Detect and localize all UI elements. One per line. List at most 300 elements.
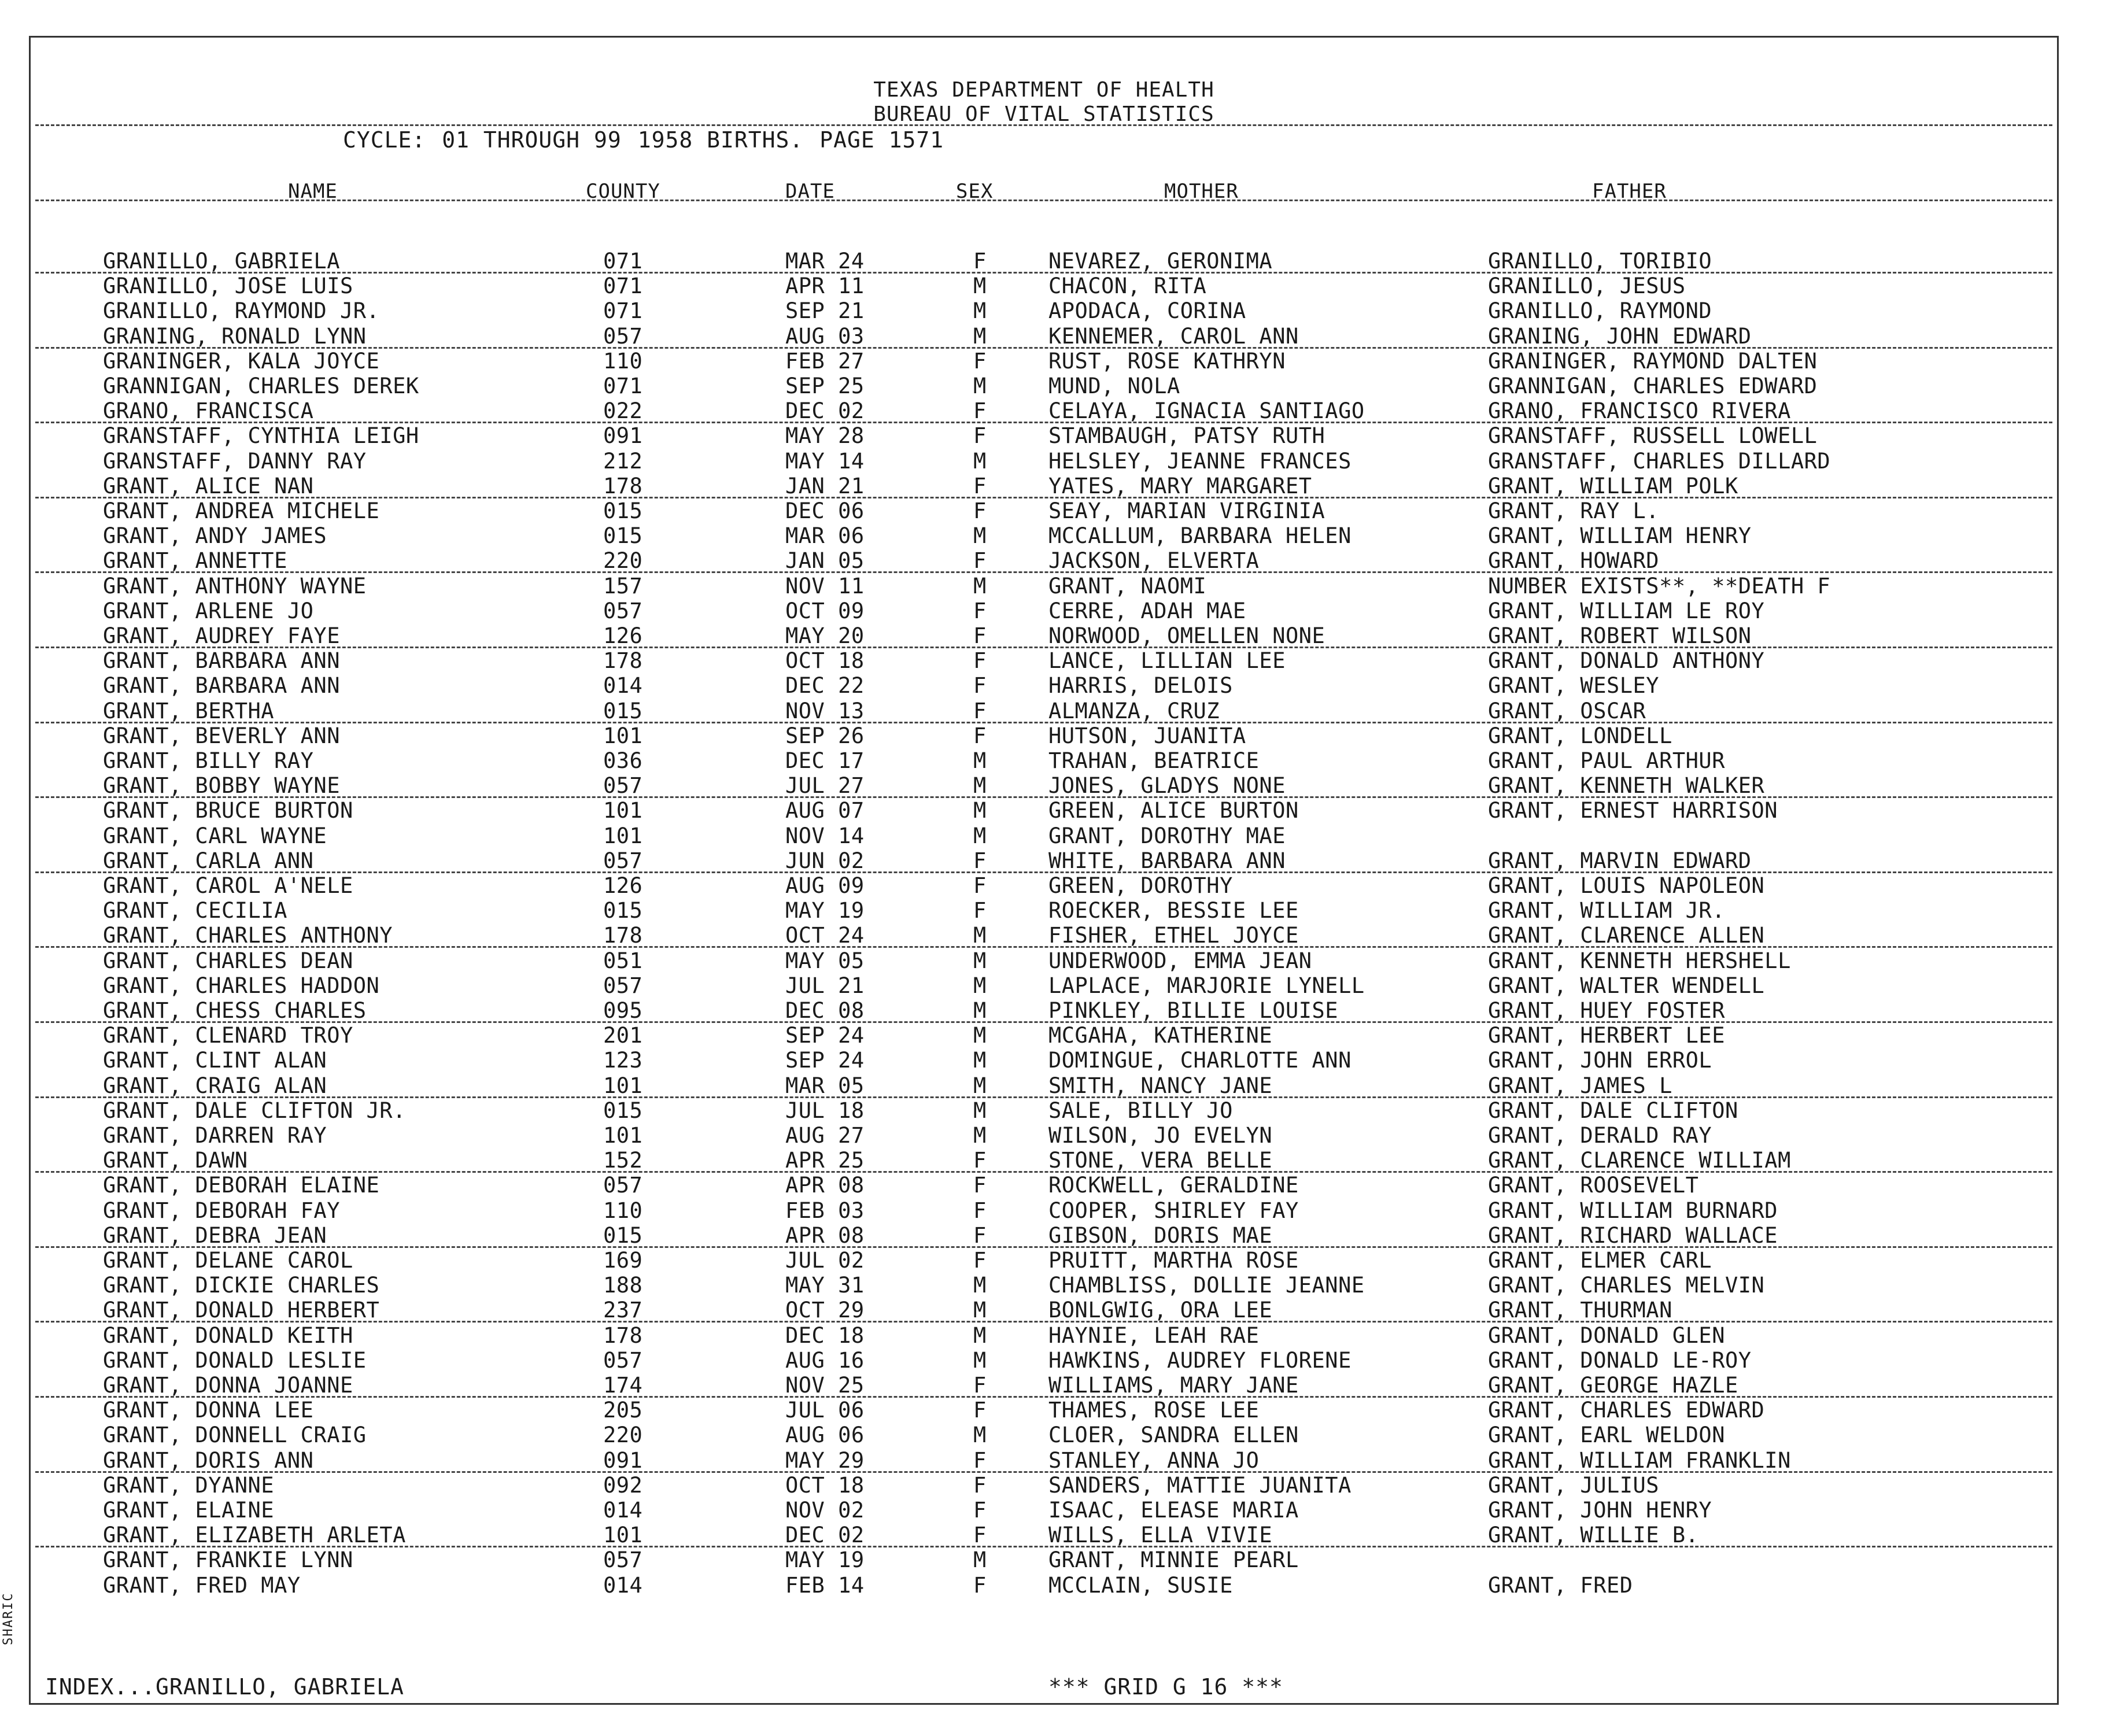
cell-sex: M [973,523,987,549]
cell-sex: M [973,1123,987,1148]
cell-mother: SMITH, NANCY JANE [1048,1073,1273,1098]
cell-date: OCT 29 [785,1298,865,1323]
table-row [31,523,2057,548]
cell-name: GRANT, DONALD HERBERT [103,1298,380,1323]
cell-county: 152 [603,1148,643,1173]
cell-date: OCT 18 [785,1472,865,1498]
table-row [31,349,2057,374]
cell-sex: M [973,773,987,799]
cell-sex: F [973,1472,987,1498]
cell-date: DEC 02 [785,398,865,424]
cell-name: GRANT, FRED MAY [103,1572,301,1598]
cell-father: GRANT, KENNETH WALKER [1488,773,1765,799]
table-row [31,948,2057,973]
table-row [31,623,2057,648]
cell-name: GRANSTAFF, CYNTHIA LEIGH [103,423,419,449]
cell-county: 091 [603,1447,643,1473]
cell-father: GRANT, MARVIN EDWARD [1488,848,1752,873]
cell-mother: ROCKWELL, GERALDINE [1048,1173,1299,1198]
table-row [31,1298,2057,1323]
cell-father: GRANT, CLARENCE ALLEN [1488,923,1765,948]
cell-date: MAY 05 [785,948,865,973]
cell-date: APR 25 [785,1148,865,1173]
table-row [31,423,2057,448]
cell-name: GRANT, FRANKIE LYNN [103,1547,353,1573]
cell-sex: F [973,398,987,424]
cell-father: GRANT, DONALD GLEN [1488,1323,1725,1348]
cell-sex: F [973,1198,987,1223]
cell-father: GRANT, ELMER CARL [1488,1248,1712,1273]
cell-sex: M [973,823,987,848]
cell-mother: CELAYA, IGNACIA SANTIAGO [1048,398,1365,424]
cell-father: GRANT, HOWARD [1488,548,1660,574]
cell-sex: M [973,998,987,1023]
column-header-name: NAME [288,180,338,203]
cell-date: APR 11 [785,274,865,299]
table-row [31,1373,2057,1398]
cell-county: 057 [603,1347,643,1373]
table-row [31,1273,2057,1298]
cell-county: 123 [603,1048,643,1073]
cell-county: 014 [603,1572,643,1598]
cell-name: GRANT, CRAIG ALAN [103,1073,327,1098]
cell-sex: F [973,1523,987,1548]
cell-date: JUN 02 [785,848,865,873]
cell-date: MAR 06 [785,523,865,549]
table-row [31,474,2057,498]
cell-name: GRANT, ANNETTE [103,548,287,574]
cell-sex: M [973,798,987,823]
cell-mother: APODACA, CORINA [1048,298,1246,324]
table-row [31,998,2057,1023]
cell-date: MAY 19 [785,898,865,924]
cell-date: NOV 13 [785,698,865,723]
cell-date: APR 08 [785,1173,865,1198]
cell-sex: F [973,873,987,898]
page-number: PAGE 1571 [819,127,944,153]
cell-mother: GREEN, DOROTHY [1048,873,1233,898]
cell-date: DEC 18 [785,1323,865,1348]
cell-father: GRANSTAFF, RUSSELL LOWELL [1488,423,1818,449]
cell-father: GRANT, WILLIAM POLK [1488,473,1738,498]
cell-father: GRANSTAFF, CHARLES DILLARD [1488,448,1831,474]
cell-father: GRANT, WILLIAM JR. [1488,898,1725,924]
cell-father: GRANT, RICHARD WALLACE [1488,1222,1778,1248]
cell-name: GRANT, CHARLES ANTHONY [103,923,393,948]
cell-name: GRANT, ANDREA MICHELE [103,498,380,523]
cell-county: 101 [603,1523,643,1548]
table-row [31,848,2057,873]
table-row [31,773,2057,798]
cell-date: AUG 06 [785,1423,865,1448]
births-label: 1958 BIRTHS. [637,127,804,153]
bureau-subtitle: BUREAU OF VITAL STATISTICS [873,102,1214,126]
cell-mother: HUTSON, JUANITA [1048,723,1246,748]
cell-date: SEP 25 [785,374,865,398]
cell-sex: M [973,1298,987,1323]
cell-county: 057 [603,848,643,873]
cell-mother: THAMES, ROSE LEE [1048,1398,1260,1423]
cell-mother: GIBSON, DORIS MAE [1048,1222,1273,1248]
cell-sex: F [973,848,987,873]
cell-father: GRANT, WILLIAM LE ROY [1488,598,1765,623]
table-row [31,1248,2057,1273]
cell-name: GRANILLO, RAYMOND JR. [103,298,380,324]
cell-father: GRANT, CHARLES MELVIN [1488,1273,1765,1298]
cell-father: GRANT, ERNEST HARRISON [1488,798,1778,823]
cell-name: GRANT, DEBRA JEAN [103,1222,327,1248]
cell-mother: SALE, BILLY JO [1048,1098,1233,1123]
cell-date: SEP 21 [785,298,865,324]
table-row [31,699,2057,723]
cell-county: 092 [603,1472,643,1498]
cell-father: GRANT, FRED [1488,1572,1633,1598]
column-header-mother: MOTHER [1164,180,1239,203]
cell-county: 057 [603,323,643,349]
cell-county: 057 [603,1547,643,1573]
cell-county: 101 [603,1123,643,1148]
cell-sex: F [973,473,987,498]
cell-county: 057 [603,598,643,623]
cycle-label: CYCLE: [343,127,426,153]
column-header-county: COUNTY [586,180,660,203]
cell-county: 101 [603,798,643,823]
cell-name: GRANT, DAWN [103,1148,248,1173]
cell-name: GRANT, DONNA JOANNE [103,1373,353,1398]
cell-father: GRANT, THURMAN [1488,1298,1672,1323]
cell-name: GRANT, DEBORAH FAY [103,1198,340,1223]
cell-name: GRANT, BARBARA ANN [103,648,340,674]
table-row [31,973,2057,998]
table-row [31,398,2057,423]
cell-mother: JONES, GLADYS NONE [1048,773,1286,799]
cell-name: GRANT, BERTHA [103,698,275,723]
cell-father: GRANT, WESLEY [1488,673,1660,699]
cell-mother: COOPER, SHIRLEY FAY [1048,1198,1299,1223]
cell-father: GRANT, HERBERT LEE [1488,1023,1725,1048]
cell-county: 057 [603,973,643,998]
cell-mother: MCGAHA, KATHERINE [1048,1023,1273,1048]
table-row [31,798,2057,823]
cell-mother: CHAMBLISS, DOLLIE JEANNE [1048,1273,1365,1298]
cell-father: GRANT, OSCAR [1488,698,1646,723]
cell-father: GRANT, GEORGE HAZLE [1488,1373,1738,1398]
cell-name: GRANT, BILLY RAY [103,748,314,773]
table-row [31,723,2057,748]
index-footer: INDEX...GRANILLO, GABRIELA [45,1674,404,1700]
cell-county: 014 [603,673,643,699]
cell-county: 036 [603,748,643,773]
cell-date: AUG 09 [785,873,865,898]
cell-father: GRANT, DONALD LE-ROY [1488,1347,1752,1373]
cell-mother: LAPLACE, MARJORIE LYNELL [1048,973,1365,998]
cell-county: 178 [603,473,643,498]
table-row [31,1498,2057,1523]
cell-county: 022 [603,398,643,424]
cell-date: MAR 05 [785,1073,865,1098]
cell-father: GRANNIGAN, CHARLES EDWARD [1488,374,1818,398]
cell-father: GRANT, CHARLES EDWARD [1488,1398,1765,1423]
table-row [31,574,2057,599]
cell-name: GRANO, FRANCISCA [103,398,314,424]
cell-county: 071 [603,298,643,324]
cell-mother: GRANT, DOROTHY MAE [1048,823,1286,848]
cell-name: GRANT, CARLA ANN [103,848,314,873]
cell-county: 057 [603,1173,643,1198]
cell-date: NOV 11 [785,573,865,599]
cell-sex: F [973,548,987,574]
cell-mother: ALMANZA, CRUZ [1048,698,1220,723]
cell-mother: KENNEMER, CAROL ANN [1048,323,1299,349]
cell-date: SEP 24 [785,1048,865,1073]
cell-name: GRANT, BRUCE BURTON [103,798,353,823]
cell-mother: HARRIS, DELOIS [1048,673,1233,699]
cell-sex: M [973,374,987,398]
column-header-father: FATHER [1592,180,1667,203]
cell-sex: M [973,1547,987,1573]
cell-name: GRANINGER, KALA JOYCE [103,348,380,374]
cell-mother: ISAAC, ELEASE MARIA [1048,1498,1299,1523]
cell-date: AUG 03 [785,323,865,349]
table-row [31,1423,2057,1447]
cell-date: NOV 02 [785,1498,865,1523]
table-row [31,1323,2057,1348]
cell-sex: F [973,723,987,748]
cell-mother: WILLIAMS, MARY JANE [1048,1373,1299,1398]
cell-county: 157 [603,573,643,599]
cell-mother: NORWOOD, OMELLEN NONE [1048,623,1325,648]
cell-mother: STANLEY, ANNA JO [1048,1447,1260,1473]
table-row [31,673,2057,698]
table-row [31,449,2057,474]
cell-date: JUL 06 [785,1398,865,1423]
cell-sex: F [973,1373,987,1398]
cell-mother: WILLS, ELLA VIVIE [1048,1523,1273,1548]
cell-name: GRANT, ANDY JAMES [103,523,327,549]
cell-date: DEC 02 [785,1523,865,1548]
cell-date: JUL 18 [785,1098,865,1123]
cell-name: GRANING, RONALD LYNN [103,323,367,349]
cell-name: GRANT, ELIZABETH ARLETA [103,1523,406,1548]
cell-county: 178 [603,923,643,948]
cell-name: GRANT, CHESS CHARLES [103,998,367,1023]
cell-date: MAY 19 [785,1547,865,1573]
cell-father: GRANT, WILLIAM HENRY [1488,523,1752,549]
cell-father: GRANT, PAUL ARTHUR [1488,748,1725,773]
table-row [31,748,2057,773]
cell-date: AUG 16 [785,1347,865,1373]
table-row [31,1098,2057,1123]
cell-mother: CLOER, SANDRA ELLEN [1048,1423,1299,1448]
cell-name: GRANNIGAN, CHARLES DEREK [103,374,419,398]
cell-name: GRANILLO, JOSE LUIS [103,274,353,299]
table-row [31,1173,2057,1198]
cell-mother: LANCE, LILLIAN LEE [1048,648,1286,674]
cell-county: 057 [603,773,643,799]
cell-mother: TRAHAN, BEATRICE [1048,748,1260,773]
cell-father: GRANT, KENNETH HERSHELL [1488,948,1791,973]
cell-name: GRANT, DARREN RAY [103,1123,327,1148]
cell-mother: CHACON, RITA [1048,274,1207,299]
cell-name: GRANT, DEBORAH ELAINE [103,1173,380,1198]
cell-mother: MCCLAIN, SUSIE [1048,1572,1233,1598]
cell-date: DEC 08 [785,998,865,1023]
cell-sex: M [973,1073,987,1098]
grid-footer: *** GRID G 16 *** [1048,1674,1283,1700]
table-row [31,1123,2057,1148]
cell-sex: F [973,1398,987,1423]
department-title: TEXAS DEPARTMENT OF HEALTH [873,78,1214,102]
cell-mother: DOMINGUE, CHARLOTTE ANN [1048,1048,1351,1073]
table-row [31,923,2057,948]
table-row [31,1348,2057,1373]
table-row [31,873,2057,898]
cell-sex: F [973,598,987,623]
cell-county: 174 [603,1373,643,1398]
cell-father: GRANT, WALTER WENDELL [1488,973,1765,998]
cell-mother: STAMBAUGH, PATSY RUTH [1048,423,1325,449]
cell-sex: F [973,673,987,699]
cell-name: GRANT, ALICE NAN [103,473,314,498]
cell-father: GRANT, DERALD RAY [1488,1123,1712,1148]
cell-date: OCT 18 [785,648,865,674]
cell-date: DEC 17 [785,748,865,773]
cell-sex: M [973,923,987,948]
cell-county: 110 [603,348,643,374]
cell-date: SEP 26 [785,723,865,748]
cell-county: 101 [603,823,643,848]
table-row [31,324,2057,349]
index-sheet [29,36,2059,1705]
cell-father: GRANT, WILLIAM FRANKLIN [1488,1447,1791,1473]
cell-name: GRANSTAFF, DANNY RAY [103,448,367,474]
cell-sex: F [973,898,987,924]
cell-county: 205 [603,1398,643,1423]
cell-sex: M [973,573,987,599]
cell-date: DEC 06 [785,498,865,523]
cell-date: JUL 02 [785,1248,865,1273]
cell-sex: F [973,1222,987,1248]
cell-father: GRANT, LONDELL [1488,723,1672,748]
cell-name: GRANT, ANTHONY WAYNE [103,573,367,599]
cell-date: NOV 25 [785,1373,865,1398]
table-row [31,1573,2057,1598]
cell-name: GRANT, CLINT ALAN [103,1048,327,1073]
cell-mother: HAWKINS, AUDREY FLORENE [1048,1347,1351,1373]
cell-father: GRANT, DONALD ANTHONY [1488,648,1765,674]
cell-father: GRANT, JAMES L [1488,1073,1672,1098]
cell-name: GRANT, CAROL A'NELE [103,873,353,898]
side-stamp: SHARIC [1,1592,16,1645]
cell-mother: NEVAREZ, GERONIMA [1048,249,1273,274]
cell-father: GRANINGER, RAYMOND DALTEN [1488,348,1818,374]
cell-county: 071 [603,274,643,299]
cell-county: 015 [603,523,643,549]
cell-date: AUG 07 [785,798,865,823]
cell-sex: M [973,1048,987,1073]
cell-date: MAY 20 [785,623,865,648]
cell-name: GRANT, DALE CLIFTON JR. [103,1098,406,1123]
cell-county: 188 [603,1273,643,1298]
table-row [31,898,2057,923]
cell-father: GRANT, ROBERT WILSON [1488,623,1752,648]
cell-name: GRANT, CHARLES DEAN [103,948,353,973]
cell-father: GRANT, WILLIAM BURNARD [1488,1198,1778,1223]
cell-father: GRANT, HUEY FOSTER [1488,998,1725,1023]
cell-date: AUG 27 [785,1123,865,1148]
table-row [31,1473,2057,1498]
cell-county: 201 [603,1023,643,1048]
cell-father: GRANT, JULIUS [1488,1472,1660,1498]
cell-county: 071 [603,374,643,398]
cell-name: GRANT, ELAINE [103,1498,275,1523]
cell-date: MAY 31 [785,1273,865,1298]
cell-name: GRANT, CLENARD TROY [103,1023,353,1048]
cell-sex: M [973,298,987,324]
cell-sex: M [973,948,987,973]
cell-father: GRANILLO, TORIBIO [1488,249,1712,274]
cell-date: FEB 14 [785,1572,865,1598]
cell-father: GRANT, JOHN ERROL [1488,1048,1712,1073]
cell-sex: F [973,1148,987,1173]
cell-mother: RUST, ROSE KATHRYN [1048,348,1286,374]
cell-mother: ROECKER, BESSIE LEE [1048,898,1299,924]
cell-mother: WILSON, JO EVELYN [1048,1123,1273,1148]
cell-mother: FISHER, ETHEL JOYCE [1048,923,1299,948]
cell-name: GRANT, BOBBY WAYNE [103,773,340,799]
cell-mother: PRUITT, MARTHA ROSE [1048,1248,1299,1273]
cycle-range: 01 THROUGH 99 [442,127,622,153]
cell-county: 015 [603,498,643,523]
cell-name: GRANT, DONALD LESLIE [103,1347,367,1373]
table-row [31,1547,2057,1572]
table-row [31,1198,2057,1223]
cell-county: 237 [603,1298,643,1323]
cell-name: GRANT, CHARLES HADDON [103,973,380,998]
cell-name: GRANT, DONNELL CRAIG [103,1423,367,1448]
cell-mother: SEAY, MARIAN VIRGINIA [1048,498,1325,523]
table-row [31,1048,2057,1073]
cell-name: GRANT, CARL WAYNE [103,823,327,848]
cell-date: MAR 24 [785,249,865,274]
cell-county: 015 [603,1098,643,1123]
cell-date: JUL 21 [785,973,865,998]
cell-date: NOV 14 [785,823,865,848]
cell-sex: M [973,1423,987,1448]
cell-name: GRANT, DYANNE [103,1472,275,1498]
cell-father: GRANING, JOHN EDWARD [1488,323,1752,349]
cell-mother: HELSLEY, JEANNE FRANCES [1048,448,1351,474]
cell-county: 220 [603,1423,643,1448]
cell-date: JAN 05 [785,548,865,574]
cell-sex: F [973,1498,987,1523]
cell-name: GRANILLO, GABRIELA [103,249,340,274]
column-header-date: DATE [785,180,835,203]
cell-date: FEB 27 [785,348,865,374]
cell-county: 051 [603,948,643,973]
cell-date: OCT 09 [785,598,865,623]
cell-county: 015 [603,698,643,723]
cell-sex: M [973,448,987,474]
cell-county: 212 [603,448,643,474]
cell-mother: YATES, MARY MARGARET [1048,473,1312,498]
table-row [31,823,2057,848]
cell-mother: CERRE, ADAH MAE [1048,598,1246,623]
cell-sex: M [973,1347,987,1373]
table-row [31,374,2057,398]
cell-sex: F [973,648,987,674]
cell-father: GRANT, JOHN HENRY [1488,1498,1712,1523]
